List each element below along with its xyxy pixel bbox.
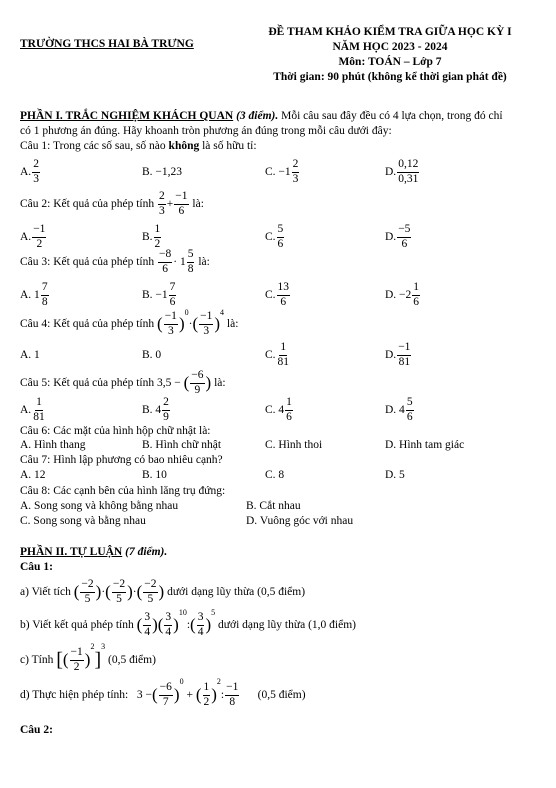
question-2: Câu 2: Kết quả của phép tính $\frac{2}{3}$ + $\frac{-1}{6}$ là: bbox=[20, 190, 204, 217]
q4-option-c[interactable]: C. $\frac{1}{81}$ bbox=[265, 341, 290, 368]
q7-option-a[interactable]: A. 12 bbox=[20, 469, 46, 481]
q7-option-c[interactable]: C. 8 bbox=[265, 469, 285, 481]
q2-option-d[interactable]: D. $\frac{-5}{6}$ bbox=[385, 223, 411, 250]
q4-option-b[interactable]: B. 0 bbox=[142, 349, 162, 361]
q8-option-c[interactable]: C. Song song và bằng nhau bbox=[20, 515, 146, 527]
q8-option-b[interactable]: B. Cắt nhau bbox=[246, 500, 301, 512]
q6-option-a[interactable]: A. Hình thang bbox=[20, 439, 86, 451]
question-3: Câu 3: Kết quả của phép tính $\frac{-8}{6}$ · 1 $\frac{5}{8}$ là: bbox=[20, 248, 210, 275]
q2-option-a[interactable]: A. $\frac{-1}{2}$ bbox=[20, 223, 46, 250]
time-limit: Thời gian: 90 phút (không kể thời gian phát đề) bbox=[273, 71, 507, 83]
q3-option-d[interactable]: D. −2 $\frac{1}{6}$ bbox=[385, 281, 420, 308]
q1-option-c[interactable]: C. −1 $\frac{2}{3}$ bbox=[265, 158, 299, 185]
question-7: Câu 7: Hình lập phương có bao nhiêu cạnh? bbox=[20, 454, 223, 466]
question-5: Câu 5: Kết quả của phép tính 3,5 − ( $\frac{-6}{9}$ ) là: bbox=[20, 369, 226, 396]
q3-option-c[interactable]: C. $\frac{13}{6}$ bbox=[265, 281, 290, 308]
part2-question-2: Câu 2: bbox=[20, 724, 53, 736]
q3-option-a[interactable]: A. 1 $\frac{7}{8}$ bbox=[20, 281, 48, 308]
q7-option-b[interactable]: B. 10 bbox=[142, 469, 167, 481]
school-year: NĂM HỌC 2023 - 2024 bbox=[332, 41, 448, 53]
question-4: Câu 4: Kết quả của phép tính ( $\frac{-1}{3}$ ) 0 · ( $\frac{-1}{3}$ ) 4 là: bbox=[20, 308, 239, 337]
q5-option-c[interactable]: C. 4 $\frac{1}{6}$ bbox=[265, 396, 292, 423]
q4-option-d[interactable]: D. $\frac{-1}{81}$ bbox=[385, 341, 411, 368]
part1-instruction-line1: PHẦN I. TRẮC NGHIỆM KHÁCH QUAN (3 điểm). Mỗi câu sau đây đều có 4 lựa chọn, trong đó chỉ bbox=[20, 110, 503, 122]
q7-option-d[interactable]: D. 5 bbox=[385, 469, 405, 481]
part2-question-1: Câu 1: bbox=[20, 561, 53, 573]
subject: Môn: TOÁN – Lớp 7 bbox=[338, 56, 442, 68]
q3-option-b[interactable]: B. −1 $\frac{7}{6}$ bbox=[142, 281, 176, 308]
q5-option-a[interactable]: A. $\frac{1}{81}$ bbox=[20, 396, 45, 423]
q4-option-a[interactable]: A. 1 bbox=[20, 349, 40, 361]
part2-item-d: d) Thực hiện phép tính: 3 − ( $\frac{-6}{7}$ ) 0 + ( $\frac{1}{2}$ ) 2 : $\frac{-1}{8}$ (0,5 điểm) bbox=[20, 677, 306, 708]
q8-option-d[interactable]: D. Vuông góc với nhau bbox=[246, 515, 354, 527]
school-name: TRƯỜNG THCS HAI BÀ TRƯNG bbox=[20, 38, 194, 50]
q2-option-c[interactable]: C. $\frac{5}{6}$ bbox=[265, 223, 284, 250]
q5-option-d[interactable]: D. 4 $\frac{5}{6}$ bbox=[385, 396, 413, 423]
q1-option-a[interactable]: A. $\frac{2}{3}$ bbox=[20, 158, 39, 185]
q2-option-b[interactable]: B. $\frac{1}{2}$ bbox=[142, 223, 161, 250]
q6-option-b[interactable]: B. Hình chữ nhật bbox=[142, 439, 222, 451]
part2-item-a: a) Viết tích ( $\frac{-2}{5}$ ) · ( $\frac{-2}{5}$ ) · ( $\frac{-2}{5}$ ) dưới dạng lũy thừa (0,5 điểm) bbox=[20, 578, 306, 605]
question-6: Câu 6: Các mặt của hình hộp chữ nhật là: bbox=[20, 425, 211, 437]
part1-instruction-line2: có 1 phương án đúng. Hãy khoanh tròn phương án đúng trong mỗi câu dưới đây: bbox=[20, 125, 392, 137]
question-8: Câu 8: Các cạnh bên của hình lăng trụ đứng: bbox=[20, 485, 226, 497]
q6-option-c[interactable]: C. Hình thoi bbox=[265, 439, 323, 451]
q8-option-a[interactable]: A. Song song và không bằng nhau bbox=[20, 500, 179, 512]
q5-option-b[interactable]: B. 4 $\frac{2}{9}$ bbox=[142, 396, 169, 423]
q6-option-d[interactable]: D. Hình tam giác bbox=[385, 439, 465, 451]
part2-item-c: c) Tính [ ( $\frac{-1}{2}$ ) 2 ] 3 (0,5 điểm) bbox=[20, 642, 156, 673]
part2-item-b: b) Viết kết quả phép tính ( $\frac{3}{4}$ ) ( $\frac{3}{4}$ ) 10 : ( $\frac{3}{4}$ ) 5 dưới dạng lũy thừa (1,0 điểm) bbox=[20, 608, 356, 638]
question-1: Câu 1: Trong các số sau, số nào không là số hữu tỉ: bbox=[20, 140, 257, 152]
part2-heading: PHẦN II. TỰ LUẬN (7 điểm). bbox=[20, 546, 168, 558]
q1-option-d[interactable]: D. $\frac{0,12}{0,31}$ bbox=[385, 158, 419, 185]
exam-title: ĐỀ THAM KHẢO KIỂM TRA GIỮA HỌC KỲ I bbox=[268, 26, 512, 38]
q1-option-b[interactable]: B. −1,23 bbox=[142, 166, 183, 178]
